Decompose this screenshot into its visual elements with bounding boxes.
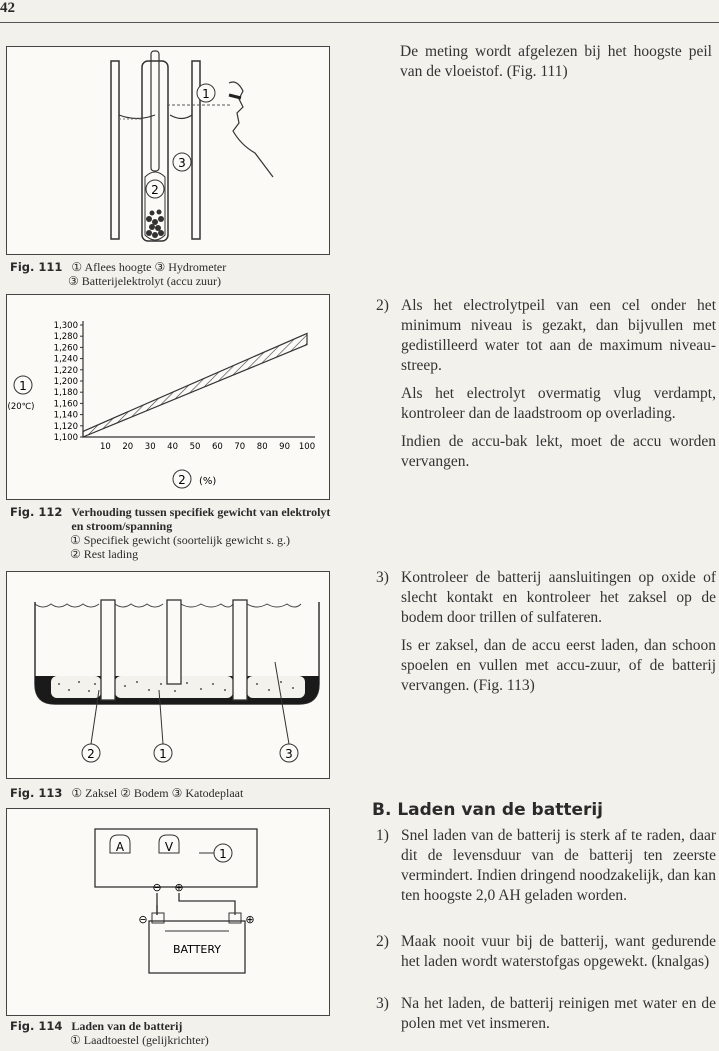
fig112-caption-label: Fig. 112 — [10, 505, 63, 519]
fig112-caption-title: Verhouding tussen specifiek gewicht van elektrolyt en stroom/spanning — [71, 505, 331, 533]
fig111-marker-3-label: 3 — [178, 156, 186, 170]
intro-paragraph: De meting wordt afgelezen bij het hoogste peil van de vloeistof. (Fig. 111) — [400, 43, 712, 80]
fig112-x-tick-label: 100 — [298, 442, 316, 452]
fig111-caption-line1: ① Aflees hoogte ③ Hydrometer — [71, 260, 227, 274]
fig112-x-tick-label: 40 — [167, 442, 179, 452]
fig112-y-tick-label: 1,160 — [53, 399, 78, 410]
sectionB-item-2-number: 2) — [376, 933, 389, 950]
fig112-y-tick-label: 1,200 — [53, 377, 78, 387]
fig114-caption-label: Fig. 114 — [10, 1019, 63, 1033]
charger-minus-terminal: ⊖ — [152, 881, 162, 894]
fig112-y-tick-label: 1,180 — [53, 388, 78, 399]
charger-plus-terminal: ⊕ — [174, 881, 184, 894]
fig112-y-tick-label: 1,240 — [53, 354, 78, 365]
fig112-y-tick-label: 1,100 — [53, 433, 78, 443]
fig111-caption — [10, 260, 226, 288]
step3-paragraph2: Is er zaksel, dan de accu eerst laden, dan schoon spoelen en vullen met accu-zuur, of de batterij vervangen. (Fig. 113) — [401, 637, 716, 694]
sectionB-item-3-number: 3) — [376, 995, 389, 1012]
fig113-caption — [10, 786, 243, 800]
fig112-y-note: (20℃) — [7, 402, 35, 412]
step2-number: 2) — [376, 297, 389, 314]
fig112-x-marker-label: 2 — [178, 473, 186, 487]
sectionB-item-3-text: Na het laden, de batterij reinigen met water en de polen met vet insmeren. — [401, 995, 716, 1032]
ammeter-label: A — [115, 840, 125, 854]
step2-paragraph2: Als het electrolyt overmatig vlug verdampt, kontroleer dan de laadstroom op overlading. — [401, 385, 716, 422]
fig112-x-tick-label: 50 — [189, 442, 201, 452]
fig112-caption-line1: ① Specifiek gewicht (soortelijk gewicht s. g.) — [70, 533, 291, 547]
fig113-caption-text: ① Zaksel ② Bodem ③ Katodeplaat — [71, 786, 244, 800]
fig112-y-tick-label: 1,260 — [53, 343, 78, 354]
fig112-chart — [7, 295, 329, 499]
fig111-marker-1-label: 1 — [202, 87, 210, 101]
step2-block — [376, 296, 716, 480]
sectionB-item-1-text: Snel laden van de batterij is sterk af te raden, daar dit de levensduur van de batterij ten zeerste vermindert. Indien dringend noodzakelijk, dan kan ten hoogste 2,0 AH geladen worden. — [401, 827, 716, 904]
fig112-y-tick-label: 1,300 — [53, 321, 78, 331]
charger-box — [95, 829, 257, 887]
fig112-y-tick-label: 1,140 — [53, 410, 78, 421]
fig112-x-tick-label: 90 — [279, 442, 291, 452]
fig112-x-tick-label: 20 — [122, 442, 134, 452]
step3-block — [376, 568, 716, 704]
fig111-caption-label: Fig. 111 — [10, 260, 63, 274]
fig113-marker-1-label: 1 — [159, 747, 167, 761]
battery-sediment-illustration — [7, 572, 329, 778]
fig112-x-tick-label: 60 — [211, 442, 223, 452]
fig112-caption-line2: ② Rest lading — [70, 547, 139, 561]
section-b-heading: B. Laden van de batterij — [372, 800, 604, 820]
fig112-data-band — [83, 333, 307, 437]
fig111-hydrometer-figure — [6, 46, 330, 255]
sectionB-item-1-number: 1) — [376, 827, 389, 844]
fig114-caption-line1: ① Laadtoestel (gelijkrichter) — [70, 1033, 209, 1047]
sectionB-item-2 — [376, 932, 716, 980]
step2-paragraph3: Indien de accu-bak lekt, moet de accu worden vervangen. — [401, 433, 716, 470]
battery-label: BATTERY — [172, 943, 222, 956]
fig112-caption — [10, 505, 333, 561]
fig114-caption — [10, 1019, 209, 1047]
step3-paragraph1: Kontroleer de batterij aansluitingen op oxide of slecht kontakt en kontroleer het zaksel op de bodem door trillen of sulfateren. — [401, 569, 716, 626]
fig112-y-marker-label: 1 — [19, 379, 27, 393]
fig114-caption-title: Laden van de batterij — [71, 1019, 183, 1033]
step3-number: 3) — [376, 569, 389, 586]
fig111-marker-2-label: 2 — [151, 183, 159, 197]
sectionB-item-2-text: Maak nooit vuur bij de batterij, want gedurende het laden wordt waterstofgas opgewekt. (knalgas) — [401, 933, 716, 970]
fig112-x-tick-label: 80 — [256, 442, 268, 452]
fig113-battery-cells-figure — [6, 571, 330, 779]
fig112-x-unit: (%) — [199, 476, 217, 487]
battery-plus-terminal: ⊕ — [245, 913, 255, 926]
battery-minus-terminal: ⊖ — [138, 913, 148, 926]
battery-charger-illustration — [7, 809, 329, 1015]
page-number: 42 — [0, 0, 15, 16]
step2-paragraph1: Als het electrolytpeil van een cel onder het minimum niveau is gezakt, dan bijvullen met gedistilleerd water tot aan de maximum niveau-streep. — [401, 297, 716, 374]
fig112-x-tick-label: 10 — [99, 442, 111, 452]
fig112-y-tick-label: 1,120 — [53, 421, 78, 432]
fig112-chart-figure — [6, 294, 330, 500]
hydrometer-illustration — [7, 47, 329, 254]
fig111-caption-line2: ③ Batterijelektrolyt (accu zuur) — [68, 274, 222, 288]
fig113-marker-3-label: 3 — [285, 747, 293, 761]
fig113-caption-label: Fig. 113 — [10, 786, 63, 800]
top-rule — [0, 22, 719, 23]
sectionB-item-1 — [376, 826, 716, 914]
voltmeter-label: V — [164, 840, 174, 854]
fig113-marker-2-label: 2 — [87, 747, 95, 761]
fig112-y-tick-label: 1,280 — [53, 332, 78, 343]
sectionB-item-3 — [376, 994, 716, 1042]
fig112-y-tick-label: 1,220 — [53, 365, 78, 376]
fig112-x-tick-label: 70 — [234, 442, 246, 452]
fig114-marker-1-label: 1 — [219, 847, 227, 861]
fig112-x-tick-label: 30 — [144, 442, 156, 452]
fig114-charging-figure — [6, 808, 330, 1016]
